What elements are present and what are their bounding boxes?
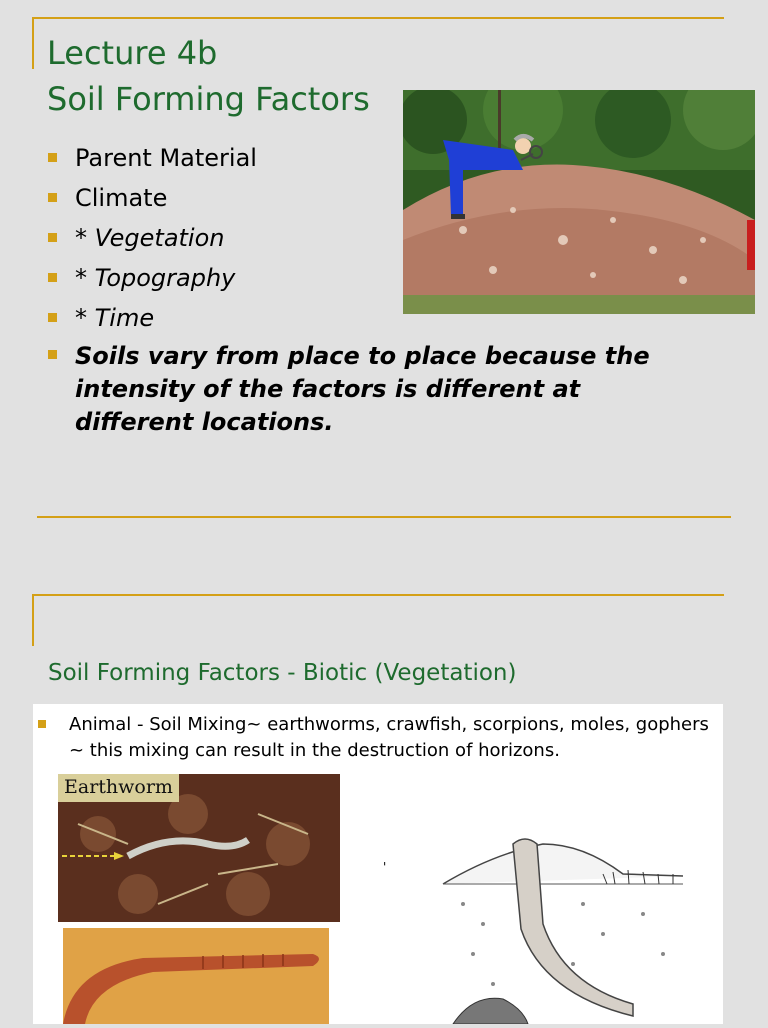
stray-mark: ' [383, 860, 387, 874]
bullet-square-icon [48, 233, 57, 242]
slide-2-side-rule [32, 594, 34, 646]
bullet-square-icon [38, 720, 46, 728]
earthworm-label: Earthworm [58, 774, 179, 802]
slide-side-rule [32, 17, 34, 69]
bullet-square-icon [48, 313, 57, 322]
soil-hillside-photo [403, 90, 755, 314]
list-item: Animal - Soil Mixing~ earthworms, crawfish, scorpions, moles, gophers ~ this mixing can result in the destruction of horizons. [69, 712, 709, 764]
list-item: * Topography [48, 258, 688, 298]
title-line-1: Lecture 4b [47, 34, 218, 72]
burrowing-worm-sketch [433, 834, 693, 1024]
slide-top-rule [32, 17, 724, 19]
title-line-2: Soil Forming Factors [47, 80, 370, 118]
slide-2-top-rule [32, 594, 724, 596]
bullet-square-icon [48, 153, 57, 162]
slide-title [47, 30, 370, 122]
content-panel [33, 704, 723, 1024]
list-item: * Vegetation [48, 218, 688, 258]
earthworm-closeup-photo [63, 928, 329, 1024]
slide-2-title: Soil Forming Factors - Biotic (Vegetation) [48, 660, 517, 686]
list-item: * Time [48, 298, 688, 338]
slide-bottom-rule [37, 516, 731, 518]
bullet-square-icon [48, 350, 57, 359]
earthworm-photo [58, 774, 340, 922]
list-item: Climate [48, 178, 688, 218]
bullet-square-icon [48, 193, 57, 202]
list-item: Parent Material [48, 138, 688, 178]
bullet-square-icon [48, 273, 57, 282]
summary-item: Soils vary from place to place because the intensity of the factors is different at different locations. [48, 338, 688, 439]
